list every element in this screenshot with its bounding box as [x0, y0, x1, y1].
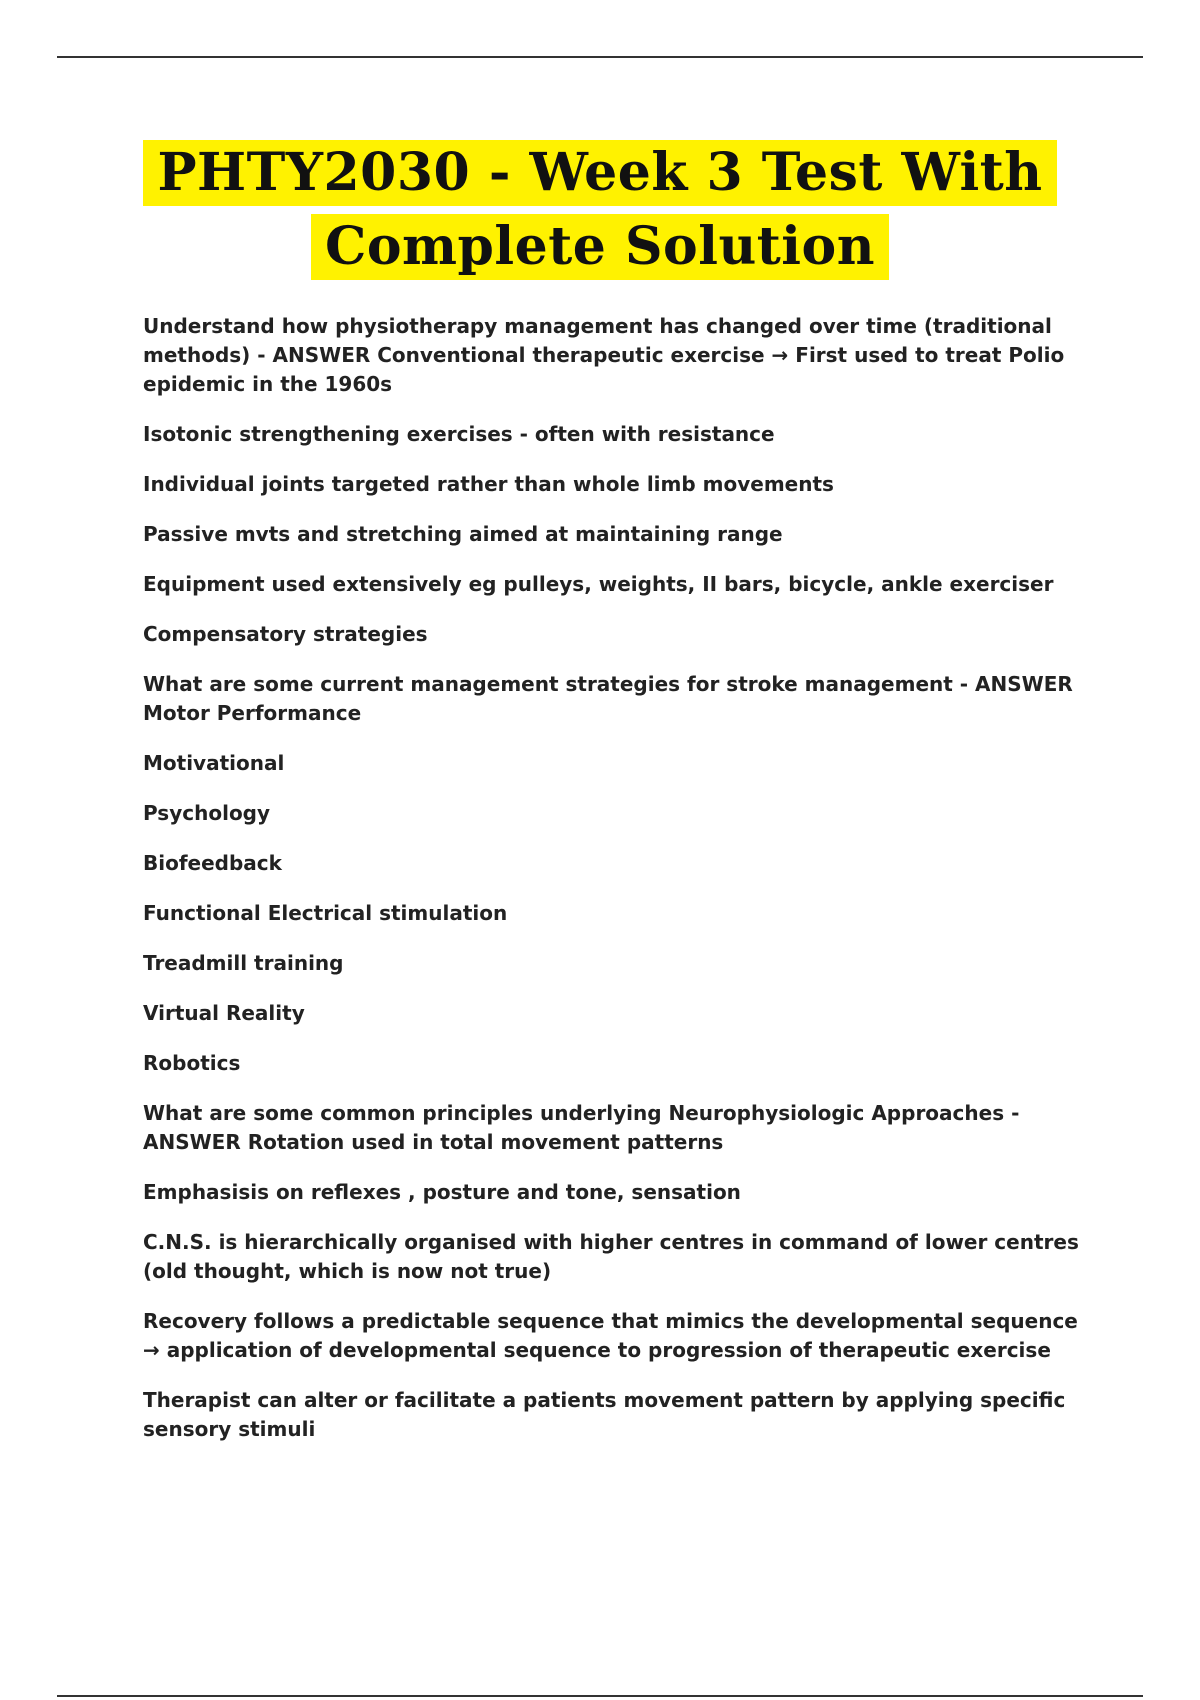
paragraph: Individual joints targeted rather than whole limb movements — [143, 472, 834, 496]
paragraph: C.N.S. is hierarchically organised with higher centres in command of lower centres (old thought, which is now not true) — [143, 1230, 1079, 1283]
paragraph: Robotics — [143, 1051, 241, 1075]
paragraph: Motivational — [143, 751, 285, 775]
paragraph: Isotonic strengthening exercises - often with resistance — [143, 422, 775, 446]
paragraph: Biofeedback — [143, 851, 282, 875]
title-line-2: Complete Solution — [311, 214, 889, 280]
document-body — [143, 312, 1093, 1465]
document-title — [0, 140, 1200, 280]
paragraph: Compensatory strategies — [143, 622, 428, 646]
bottom-rule — [57, 1695, 1143, 1697]
paragraph: What are some common principles underlying Neurophysiologic Approaches - ANSWER Rotation used in total movement patterns — [143, 1101, 1020, 1154]
paragraph: Virtual Reality — [143, 1001, 305, 1025]
paragraph: Treadmill training — [143, 951, 344, 975]
paragraph: Equipment used extensively eg pulleys, weights, II bars, bicycle, ankle exerciser — [143, 572, 1054, 596]
paragraph: Psychology — [143, 801, 271, 825]
paragraph: Passive mvts and stretching aimed at maintaining range — [143, 522, 783, 546]
title-line-1: PHTY2030 - Week 3 Test With — [143, 140, 1056, 206]
paragraph: Emphasisis on reflexes , posture and tone, sensation — [143, 1180, 741, 1204]
top-rule — [57, 56, 1143, 58]
paragraph: What are some current management strategies for stroke management - ANSWER Motor Performance — [143, 672, 1073, 725]
paragraph: Functional Electrical stimulation — [143, 901, 508, 925]
paragraph: Understand how physiotherapy management has changed over time (traditional methods) - ANSWER Conventional therapeutic exercise → First used to treat Polio epidemic in the 1960s — [143, 314, 1065, 396]
paragraph: Therapist can alter or facilitate a patients movement pattern by applying specific sensory stimuli — [143, 1388, 1066, 1441]
paragraph: Recovery follows a predictable sequence that mimics the developmental sequence → application of developmental sequence to progression of therapeutic exercise — [143, 1309, 1078, 1362]
